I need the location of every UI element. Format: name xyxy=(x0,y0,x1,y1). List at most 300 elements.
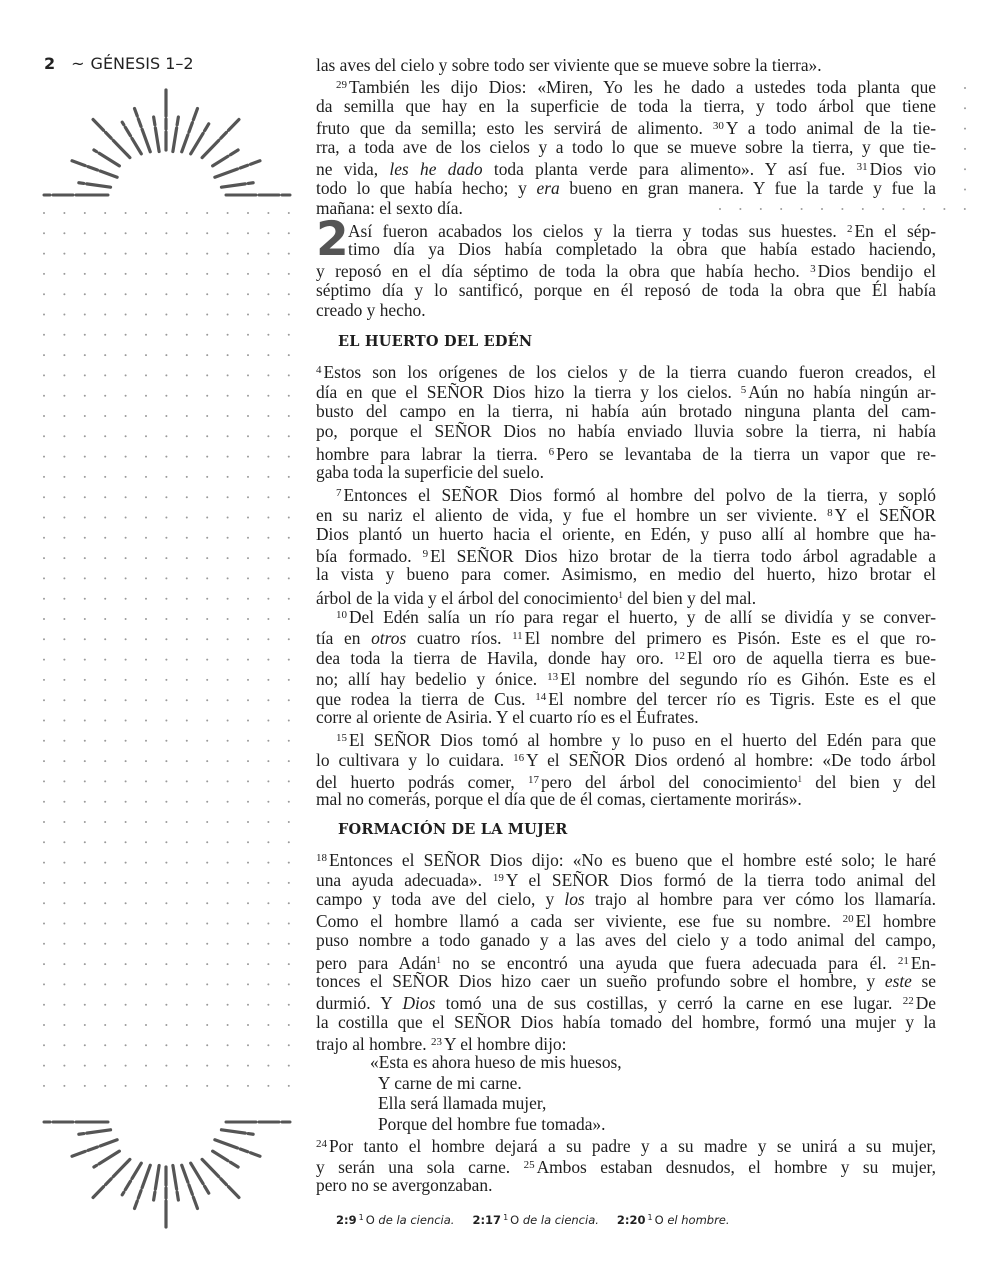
grid-dot xyxy=(267,679,269,681)
grid-dot xyxy=(227,537,229,539)
sun-ray xyxy=(122,1163,141,1195)
grid-dot xyxy=(145,1085,147,1087)
grid-dot xyxy=(84,841,86,843)
grid-dot xyxy=(247,780,249,782)
scripture-section-genesis-1-end xyxy=(316,55,936,321)
grid-dot xyxy=(104,679,106,681)
text-run: del huerto podrás comer, xyxy=(316,771,528,792)
grid-dot xyxy=(288,395,290,397)
grid-dot xyxy=(125,963,127,965)
text-line xyxy=(316,137,936,157)
sun-ray xyxy=(221,183,253,187)
text-line xyxy=(316,1073,936,1093)
verse-number: 18 xyxy=(316,852,327,864)
text-line xyxy=(316,909,936,932)
grid-dot xyxy=(186,943,188,945)
grid-dot xyxy=(125,780,127,782)
sun-ray xyxy=(72,161,117,177)
grid-dot xyxy=(267,821,269,823)
grid-dot xyxy=(206,456,208,458)
grid-dot xyxy=(104,720,106,722)
grid-dot xyxy=(964,148,966,150)
text-line xyxy=(316,585,936,608)
grid-dot xyxy=(165,537,167,539)
grid-dot xyxy=(63,212,65,214)
grid-dot xyxy=(84,1004,86,1006)
grid-dot xyxy=(165,679,167,681)
verse-number: 17 xyxy=(527,773,539,786)
grid-dot xyxy=(288,882,290,884)
grid-dot xyxy=(125,841,127,843)
grid-dot xyxy=(125,618,127,620)
grid-dot xyxy=(288,1065,290,1067)
text-run: del bien y del mal. xyxy=(622,587,757,608)
grid-dot xyxy=(84,577,86,579)
grid-dot xyxy=(267,983,269,985)
text-run: tonces el SEÑOR Dios hizo caer un sueño profundo sobre el hombre, y xyxy=(316,970,885,991)
grid-dot xyxy=(43,760,45,762)
grid-dot xyxy=(227,983,229,985)
grid-dot xyxy=(247,435,249,437)
grid-dot xyxy=(63,740,65,742)
verse-number: 25 xyxy=(523,1158,535,1171)
grid-dot xyxy=(247,923,249,925)
grid-dot xyxy=(247,517,249,519)
grid-dot xyxy=(104,801,106,803)
grid-dot xyxy=(227,232,229,234)
grid-dot xyxy=(43,821,45,823)
chapter-number-dropcap: 2 xyxy=(316,211,349,267)
grid-dot xyxy=(288,537,290,539)
grid-dot xyxy=(84,862,86,864)
text-run: durmió. Y xyxy=(316,993,403,1014)
grid-dot xyxy=(206,760,208,762)
text-run: De xyxy=(915,993,936,1014)
grid-dot xyxy=(267,841,269,843)
text-run: Entonces el SEÑOR Dios dijo: «No es bueno que el hombre esté solo; le haré xyxy=(329,850,936,870)
footnote-text: el hombre. xyxy=(667,1213,730,1227)
grid-dot xyxy=(165,354,167,356)
grid-dot xyxy=(206,902,208,904)
grid-dot xyxy=(288,1044,290,1046)
grid-dot xyxy=(43,374,45,376)
grid-dot xyxy=(288,435,290,437)
grid-dot xyxy=(206,1085,208,1087)
text-line xyxy=(316,280,936,300)
grid-dot xyxy=(125,354,127,356)
grid-dot xyxy=(104,253,106,255)
sun-ray xyxy=(215,1140,260,1156)
grid-dot xyxy=(84,557,86,559)
grid-dot xyxy=(186,496,188,498)
grid-dot xyxy=(227,496,229,498)
grid-dot xyxy=(125,983,127,985)
grid-dot xyxy=(63,699,65,701)
grid-dot xyxy=(145,699,147,701)
grid-dot xyxy=(125,679,127,681)
text-run: tomó una de sus costillas, y cerró la carne en ese lugar. xyxy=(435,993,903,1014)
verse-number: 19 xyxy=(492,872,504,885)
grid-dot xyxy=(84,902,86,904)
grid-dot xyxy=(267,415,269,417)
sun-ray xyxy=(191,122,210,154)
text-line xyxy=(316,1175,936,1195)
verse-number: 24 xyxy=(316,1138,327,1151)
grid-dot xyxy=(125,395,127,397)
text-run: mal no comerás, porque el día que de él comas, ciertamente morirás». xyxy=(316,789,802,810)
grid-dot xyxy=(104,293,106,295)
grid-dot xyxy=(165,496,167,498)
grid-dot xyxy=(84,212,86,214)
grid-dot xyxy=(43,699,45,701)
text-run: trajo al hombre para ver cómo los llamaría. xyxy=(584,888,936,909)
text-line xyxy=(316,178,936,198)
grid-dot xyxy=(165,821,167,823)
grid-dot xyxy=(63,801,65,803)
grid-dot xyxy=(165,1024,167,1026)
grid-dot xyxy=(125,435,127,437)
grid-dot xyxy=(165,902,167,904)
grid-dot xyxy=(227,314,229,316)
grid-dot xyxy=(288,273,290,275)
text-line xyxy=(316,1134,936,1157)
text-run: fruto que da semilla; esto les servirá de alimento. xyxy=(316,118,713,139)
grid-dot xyxy=(247,253,249,255)
grid-dot xyxy=(267,720,269,722)
grid-dot xyxy=(227,435,229,437)
grid-dot xyxy=(267,740,269,742)
grid-dot xyxy=(63,293,65,295)
grid-dot xyxy=(267,354,269,356)
grid-dot xyxy=(206,740,208,742)
grid-dot xyxy=(165,659,167,661)
grid-dot xyxy=(165,273,167,275)
grid-dot xyxy=(63,456,65,458)
grid-dot xyxy=(288,1085,290,1087)
grid-dot xyxy=(43,435,45,437)
grid-dot xyxy=(206,334,208,336)
text-run: gaba toda la superficie del suelo. xyxy=(316,462,544,483)
paragraph xyxy=(316,605,936,728)
verse-number: 4 xyxy=(316,364,322,376)
grid-dot xyxy=(84,1065,86,1067)
grid-dot xyxy=(186,720,188,722)
grid-dot xyxy=(63,476,65,478)
grid-dot xyxy=(125,1004,127,1006)
grid-dot xyxy=(104,374,106,376)
grid-dot xyxy=(165,1065,167,1067)
grid-dot xyxy=(125,374,127,376)
grid-dot xyxy=(104,415,106,417)
grid-dot xyxy=(125,943,127,945)
footnote xyxy=(472,1213,598,1227)
grid-dot xyxy=(186,415,188,417)
grid-dot xyxy=(125,1024,127,1026)
grid-dot xyxy=(84,476,86,478)
grid-dot xyxy=(125,415,127,417)
grid-dot xyxy=(63,882,65,884)
text-line xyxy=(316,889,936,909)
grid-dot xyxy=(206,435,208,437)
grid-dot xyxy=(165,963,167,965)
footnote-marker: 1 xyxy=(797,773,803,784)
grid-dot xyxy=(227,841,229,843)
text-line xyxy=(316,769,936,792)
grid-dot xyxy=(186,659,188,661)
text-line xyxy=(316,1155,936,1175)
grid-dot xyxy=(267,1085,269,1087)
grid-dot xyxy=(84,943,86,945)
grid-dot xyxy=(247,638,249,640)
text-line xyxy=(316,1052,936,1072)
grid-dot xyxy=(125,821,127,823)
grid-dot xyxy=(267,618,269,620)
verse-number: 16 xyxy=(513,752,525,765)
grid-dot xyxy=(186,456,188,458)
sun-ray xyxy=(215,161,260,177)
grid-dot xyxy=(267,963,269,965)
grid-dot xyxy=(145,334,147,336)
grid-dot xyxy=(125,720,127,722)
grid-dot xyxy=(227,1024,229,1026)
text-run: bía formado. xyxy=(316,545,423,566)
text-run: Ambos estaban desnudos, el hombre y su mujer, xyxy=(536,1156,936,1177)
grid-dot xyxy=(165,841,167,843)
sunburst-top-icon xyxy=(44,90,290,195)
sun-ray xyxy=(213,1151,238,1167)
grid-dot xyxy=(125,334,127,336)
grid-dot xyxy=(247,456,249,458)
text-run: séptimo día y lo santificó, porque en él reposó de toda la obra que Él había xyxy=(316,279,936,300)
grid-dot xyxy=(186,273,188,275)
grid-dot xyxy=(165,760,167,762)
text-line xyxy=(316,116,936,139)
grid-dot xyxy=(84,354,86,356)
grid-dot xyxy=(104,780,106,782)
grid-dot xyxy=(247,740,249,742)
grid-dot xyxy=(288,476,290,478)
grid-dot xyxy=(288,780,290,782)
grid-dot xyxy=(145,435,147,437)
text-run: Ella será llamada mujer, xyxy=(378,1093,547,1114)
grid-dot xyxy=(247,1085,249,1087)
grid-dot xyxy=(104,618,106,620)
grid-dot xyxy=(186,517,188,519)
grid-dot xyxy=(227,293,229,295)
sun-ray xyxy=(173,116,179,152)
italic-text: los xyxy=(564,888,585,909)
grid-dot xyxy=(145,456,147,458)
grid-dot xyxy=(186,253,188,255)
grid-dot xyxy=(84,720,86,722)
grid-dot xyxy=(84,760,86,762)
text-line xyxy=(316,75,936,98)
grid-dot xyxy=(247,1044,249,1046)
grid-dot xyxy=(267,760,269,762)
grid-dot xyxy=(165,577,167,579)
text-run: una ayuda adecuada». xyxy=(316,870,493,891)
paragraph xyxy=(316,211,936,321)
section-heading: FORMACIÓN DE LA MUJER xyxy=(338,821,568,838)
grid-dot xyxy=(43,659,45,661)
grid-dot xyxy=(247,902,249,904)
text-run: «Esta es ahora hueso de mis huesos, xyxy=(370,1052,622,1073)
text-line xyxy=(316,219,936,239)
grid-dot xyxy=(145,1004,147,1006)
grid-dot xyxy=(227,659,229,661)
grid-dot xyxy=(186,577,188,579)
text-line xyxy=(316,524,936,544)
sun-ray xyxy=(153,1165,159,1201)
grid-dot xyxy=(267,1004,269,1006)
grid-dot xyxy=(186,1044,188,1046)
text-run: puso nombre a todo ganado y a las aves del cielo y a todo animal del campo, xyxy=(316,929,936,950)
grid-dot xyxy=(165,1085,167,1087)
grid-dot xyxy=(63,821,65,823)
grid-dot xyxy=(206,232,208,234)
grid-dot xyxy=(267,1024,269,1026)
grid-dot xyxy=(84,374,86,376)
footnote-marker: 1 xyxy=(436,955,441,966)
grid-dot xyxy=(206,638,208,640)
grid-dot xyxy=(43,598,45,600)
grid-dot xyxy=(165,618,167,620)
grid-dot xyxy=(125,314,127,316)
grid-dot xyxy=(186,902,188,904)
text-run: El SEÑOR Dios hizo brotar de la tierra todo árbol agradable a xyxy=(430,545,937,566)
text-run: ne vida, xyxy=(316,159,390,180)
grid-dot xyxy=(145,760,147,762)
grid-dot xyxy=(104,456,106,458)
grid-dot xyxy=(63,862,65,864)
grid-dot xyxy=(145,780,147,782)
grid-dot xyxy=(165,780,167,782)
grid-dot xyxy=(104,760,106,762)
verse-number: 6 xyxy=(548,445,555,458)
grid-dot xyxy=(145,273,147,275)
text-line xyxy=(316,991,936,1014)
grid-dot xyxy=(206,679,208,681)
grid-dot xyxy=(84,253,86,255)
grid-dot xyxy=(145,415,147,417)
grid-dot xyxy=(206,395,208,397)
footnote-lead: O xyxy=(510,1213,520,1227)
running-title: GÉNESIS 1–2 xyxy=(90,54,194,73)
grid-dot xyxy=(227,253,229,255)
grid-dot xyxy=(125,740,127,742)
grid-dot xyxy=(84,679,86,681)
grid-dot xyxy=(145,659,147,661)
grid-dot xyxy=(145,679,147,681)
grid-dot xyxy=(206,923,208,925)
grid-dot xyxy=(247,598,249,600)
grid-dot xyxy=(288,841,290,843)
grid-dot xyxy=(186,354,188,356)
text-line xyxy=(316,868,936,891)
grid-dot xyxy=(206,598,208,600)
grid-dot xyxy=(288,557,290,559)
grid-dot xyxy=(145,314,147,316)
grid-dot xyxy=(84,415,86,417)
verse-number: 8 xyxy=(827,507,833,520)
text-line xyxy=(316,971,936,991)
text-run: Y carne de mi carne. xyxy=(378,1072,522,1093)
grid-dot xyxy=(267,598,269,600)
text-line xyxy=(316,687,936,707)
grid-dot xyxy=(288,963,290,965)
grid-dot xyxy=(247,841,249,843)
grid-dot xyxy=(227,882,229,884)
grid-dot xyxy=(247,496,249,498)
text-line xyxy=(316,605,936,628)
grid-dot xyxy=(145,963,147,965)
grid-dot xyxy=(63,1004,65,1006)
grid-dot xyxy=(206,253,208,255)
grid-dot xyxy=(267,902,269,904)
grid-dot xyxy=(288,598,290,600)
grid-dot xyxy=(84,232,86,234)
grid-dot xyxy=(84,314,86,316)
grid-dot xyxy=(186,1085,188,1087)
grid-dot xyxy=(104,577,106,579)
text-run: El nombre del tercer río es Tigris. Este es el que xyxy=(548,689,937,709)
text-run: cuatro ríos. xyxy=(406,627,513,648)
text-run: En el sép- xyxy=(854,220,936,241)
grid-dot xyxy=(206,293,208,295)
verse-number: 13 xyxy=(547,670,559,683)
grid-dot xyxy=(247,395,249,397)
grid-dot xyxy=(206,1065,208,1067)
footnote-text: de la ciencia. xyxy=(522,1213,599,1227)
text-line xyxy=(316,239,936,259)
grid-dot xyxy=(227,1004,229,1006)
grid-dot xyxy=(43,212,45,214)
text-run: Así fueron acabados los cielos y la tierra y todas sus huestes. xyxy=(348,220,848,241)
grid-dot xyxy=(63,273,65,275)
grid-dot xyxy=(267,862,269,864)
grid-dot xyxy=(125,456,127,458)
paragraph xyxy=(316,848,936,1052)
grid-dot xyxy=(104,435,106,437)
italic-text: era xyxy=(536,177,560,198)
grid-dot xyxy=(63,232,65,234)
text-run: no se encontró una ayuda que fuera adecuada para él. xyxy=(440,953,898,974)
grid-dot xyxy=(104,476,106,478)
italic-text: Dios xyxy=(402,993,436,1014)
grid-dot xyxy=(63,557,65,559)
grid-dot xyxy=(43,882,45,884)
grid-dot xyxy=(84,740,86,742)
grid-dot xyxy=(63,943,65,945)
grid-dot xyxy=(227,334,229,336)
grid-dot xyxy=(63,537,65,539)
grid-dot xyxy=(227,862,229,864)
grid-dot xyxy=(125,598,127,600)
text-run: Aún no había ningún ar- xyxy=(748,382,937,403)
grid-dot xyxy=(145,476,147,478)
grid-dot xyxy=(43,841,45,843)
grid-dot xyxy=(247,618,249,620)
grid-dot xyxy=(206,374,208,376)
grid-dot xyxy=(227,780,229,782)
grid-dot xyxy=(145,841,147,843)
grid-dot xyxy=(63,253,65,255)
grid-dot xyxy=(247,659,249,661)
paragraph xyxy=(316,1134,936,1195)
grid-dot xyxy=(43,314,45,316)
text-run: pero para Adán xyxy=(316,953,437,974)
grid-dot xyxy=(206,273,208,275)
